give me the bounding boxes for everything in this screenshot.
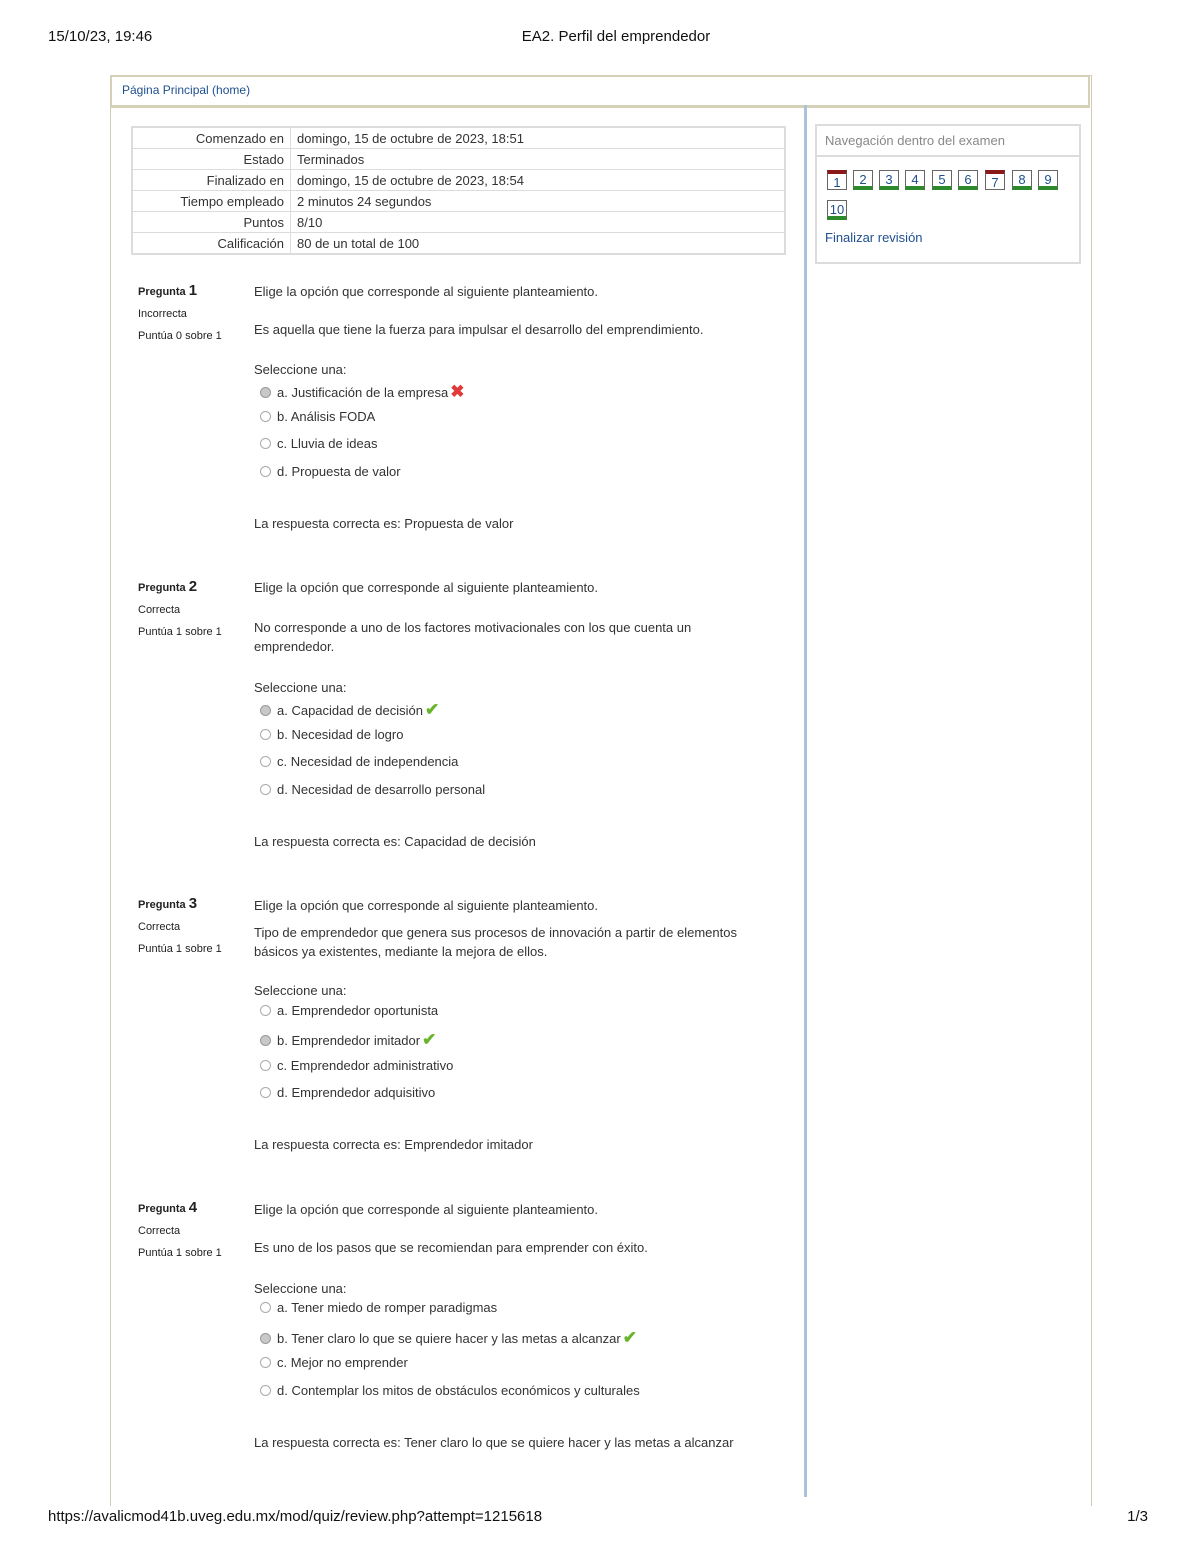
- question-info: [138, 1197, 248, 1264]
- correct-check-icon: ✔: [422, 1030, 437, 1049]
- question-nav-button-7[interactable]: 7: [985, 170, 1005, 190]
- breadcrumb: [110, 75, 1090, 108]
- radio-button[interactable]: [260, 1005, 271, 1016]
- select-one-label: Seleccione una:: [254, 983, 347, 998]
- question-number: [138, 576, 248, 599]
- summary-value: 8/10: [291, 212, 786, 233]
- radio-button[interactable]: [260, 705, 271, 716]
- answer-option-label: c. Lluvia de ideas: [277, 436, 378, 451]
- question-number: [138, 280, 248, 303]
- question-instruction: Elige la opción que corresponde al siguiente planteamiento.: [254, 1202, 599, 1217]
- select-one-label: Seleccione una:: [254, 680, 347, 695]
- question-score: Puntúa 0 sobre 1: [138, 330, 222, 342]
- answer-option[interactable]: [260, 1355, 408, 1370]
- answer-option-label: b. Análisis FODA: [277, 409, 376, 424]
- radio-button[interactable]: [260, 1302, 271, 1313]
- incorrect-cross-icon: ✖: [450, 382, 465, 401]
- summary-value: Terminados: [291, 149, 786, 170]
- question-nav-button-5[interactable]: 5: [932, 170, 952, 190]
- summary-key: Finalizado en: [132, 170, 291, 191]
- quiz-navigation-title: Navegación dentro del examen: [825, 133, 1005, 148]
- question-instruction: Elige la opción que corresponde al siguiente planteamiento.: [254, 284, 599, 299]
- question-stem: Es aquella que tiene la fuerza para impulsar el desarrollo del emprendimiento.: [254, 322, 704, 337]
- summary-value: 2 minutos 24 segundos: [291, 191, 786, 212]
- answer-option[interactable]: [260, 754, 458, 769]
- summary-row: [132, 212, 785, 233]
- radio-button[interactable]: [260, 1060, 271, 1071]
- column-divider: [804, 105, 807, 1497]
- summary-row: [132, 170, 785, 191]
- question-label: Pregunta: [138, 899, 186, 911]
- question-state: Correcta: [138, 921, 181, 933]
- print-url: https://avalicmod41b.uveg.edu.mx/mod/quiz/review.php?attempt=1215618: [48, 1508, 543, 1525]
- answer-option[interactable]: [260, 1085, 435, 1100]
- question-nav-button-9[interactable]: 9: [1038, 170, 1058, 190]
- question-number: [138, 893, 248, 916]
- answer-option[interactable]: [260, 1030, 436, 1050]
- question-number: [138, 1197, 248, 1220]
- radio-button[interactable]: [260, 756, 271, 767]
- summary-row: [132, 149, 785, 170]
- question-score: Puntúa 1 sobre 1: [138, 626, 222, 638]
- answer-option[interactable]: [260, 727, 403, 742]
- summary-value: domingo, 15 de octubre de 2023, 18:54: [291, 170, 786, 191]
- answer-option-label: a. Justificación de la empresa: [277, 385, 449, 400]
- question-number-value: 3: [188, 895, 198, 912]
- answer-option-label: d. Necesidad de desarrollo personal: [277, 782, 486, 797]
- answer-option-label: a. Tener miedo de romper paradigmas: [277, 1300, 498, 1315]
- question-info: [138, 576, 248, 643]
- answer-option-label: b. Necesidad de logro: [277, 727, 404, 742]
- radio-button[interactable]: [260, 1385, 271, 1396]
- question-state: Correcta: [138, 604, 181, 616]
- answer-option-label: d. Contemplar los mitos de obstáculos económicos y culturales: [277, 1383, 640, 1398]
- summary-value: domingo, 15 de octubre de 2023, 18:51: [291, 127, 786, 149]
- question-nav-button-10[interactable]: 10: [827, 200, 847, 220]
- question-nav-button-8[interactable]: 8: [1012, 170, 1032, 190]
- correct-answer-feedback: La respuesta correcta es: Capacidad de decisión: [254, 834, 536, 849]
- quiz-navigation-separator: [817, 155, 1079, 157]
- question-score: Puntúa 1 sobre 1: [138, 1247, 222, 1259]
- radio-button[interactable]: [260, 411, 271, 422]
- question-score: Puntúa 1 sobre 1: [138, 943, 222, 955]
- answer-option[interactable]: [260, 1300, 497, 1315]
- summary-key: Estado: [132, 149, 291, 170]
- answer-option-label: b. Tener claro lo que se quiere hacer y las metas a alcanzar: [277, 1331, 621, 1346]
- radio-button[interactable]: [260, 438, 271, 449]
- summary-key: Comenzado en: [132, 127, 291, 149]
- radio-button[interactable]: [260, 729, 271, 740]
- answer-option-label: c. Emprendedor administrativo: [277, 1058, 454, 1073]
- radio-button[interactable]: [260, 387, 271, 398]
- answer-option-label: a. Emprendedor oportunista: [277, 1003, 439, 1018]
- question-stem: No corresponde a uno de los factores motivacionales con los que cuenta un emprendedor.: [254, 620, 692, 654]
- question-nav-button-1[interactable]: 1: [827, 170, 847, 190]
- correct-answer-feedback: La respuesta correcta es: Propuesta de valor: [254, 516, 514, 531]
- answer-option[interactable]: [260, 782, 485, 797]
- correct-check-icon: ✔: [425, 700, 440, 719]
- finish-review-link[interactable]: Finalizar revisión: [825, 230, 923, 245]
- question-state: Correcta: [138, 1225, 181, 1237]
- radio-button[interactable]: [260, 1035, 271, 1046]
- print-title: EA2. Perfil del emprendedor: [521, 28, 711, 45]
- question-info: [138, 893, 248, 960]
- question-nav-button-4[interactable]: 4: [905, 170, 925, 190]
- correct-answer-feedback: La respuesta correcta es: Emprendedor imitador: [254, 1137, 533, 1152]
- quiz-navigation-block: [815, 124, 1081, 264]
- answer-option[interactable]: [260, 464, 401, 479]
- answer-option-label: c. Mejor no emprender: [277, 1355, 408, 1370]
- answer-option[interactable]: [260, 1328, 637, 1348]
- answer-option-label: a. Capacidad de decisión: [277, 703, 423, 718]
- question-instruction: Elige la opción que corresponde al siguiente planteamiento.: [254, 580, 599, 595]
- answer-option[interactable]: [260, 436, 377, 451]
- question-nav-button-6[interactable]: 6: [958, 170, 978, 190]
- answer-option[interactable]: [260, 1383, 640, 1398]
- question-nav-button-3[interactable]: 3: [879, 170, 899, 190]
- radio-button[interactable]: [260, 1333, 271, 1344]
- print-page-number: 1/3: [1127, 1508, 1148, 1525]
- summary-key: Tiempo empleado: [132, 191, 291, 212]
- question-number-value: 4: [188, 1199, 198, 1216]
- answer-option[interactable]: [260, 382, 465, 402]
- question-number-value: 2: [188, 578, 198, 595]
- answer-option-label: d. Emprendedor adquisitivo: [277, 1085, 436, 1100]
- question-label: Pregunta: [138, 1203, 186, 1215]
- radio-button[interactable]: [260, 1357, 271, 1368]
- question-label: Pregunta: [138, 582, 186, 594]
- answer-option[interactable]: [260, 700, 439, 720]
- correct-check-icon: ✔: [622, 1328, 637, 1347]
- answer-option[interactable]: [260, 1058, 453, 1073]
- question-info: [138, 280, 248, 347]
- print-datetime: 15/10/23, 19:46: [48, 28, 153, 45]
- question-stem: Tipo de emprendedor que genera sus procesos de innovación a partir de elementos básicos ya existentes, mediante la mejora de ellos.: [254, 925, 737, 959]
- summary-row: [132, 233, 785, 255]
- question-instruction: Elige la opción que corresponde al siguiente planteamiento.: [254, 898, 599, 913]
- select-one-label: Seleccione una:: [254, 362, 347, 377]
- breadcrumb-home-link[interactable]: Página Principal (home): [122, 83, 251, 97]
- question-number-value: 1: [188, 282, 198, 299]
- select-one-label: Seleccione una:: [254, 1281, 347, 1296]
- radio-button[interactable]: [260, 466, 271, 477]
- summary-key: Calificación: [132, 233, 291, 255]
- radio-button[interactable]: [260, 1087, 271, 1098]
- radio-button[interactable]: [260, 784, 271, 795]
- question-state: Incorrecta: [138, 308, 187, 320]
- attempt-summary-table: [131, 126, 786, 255]
- summary-row: [132, 127, 785, 149]
- answer-option-label: b. Emprendedor imitador: [277, 1033, 421, 1048]
- correct-answer-feedback: La respuesta correcta es: Tener claro lo que se quiere hacer y las metas a alcanzar: [254, 1435, 734, 1450]
- answer-option-label: c. Necesidad de independencia: [277, 754, 459, 769]
- question-stem: Es uno de los pasos que se recomiendan para emprender con éxito.: [254, 1240, 648, 1255]
- question-label: Pregunta: [138, 286, 186, 298]
- summary-row: [132, 191, 785, 212]
- question-nav-button-2[interactable]: 2: [853, 170, 873, 190]
- summary-value: 80 de un total de 100: [291, 233, 786, 255]
- answer-option-label: d. Propuesta de valor: [277, 464, 401, 479]
- summary-key: Puntos: [132, 212, 291, 233]
- answer-option[interactable]: [260, 1003, 438, 1018]
- answer-option[interactable]: [260, 409, 375, 424]
